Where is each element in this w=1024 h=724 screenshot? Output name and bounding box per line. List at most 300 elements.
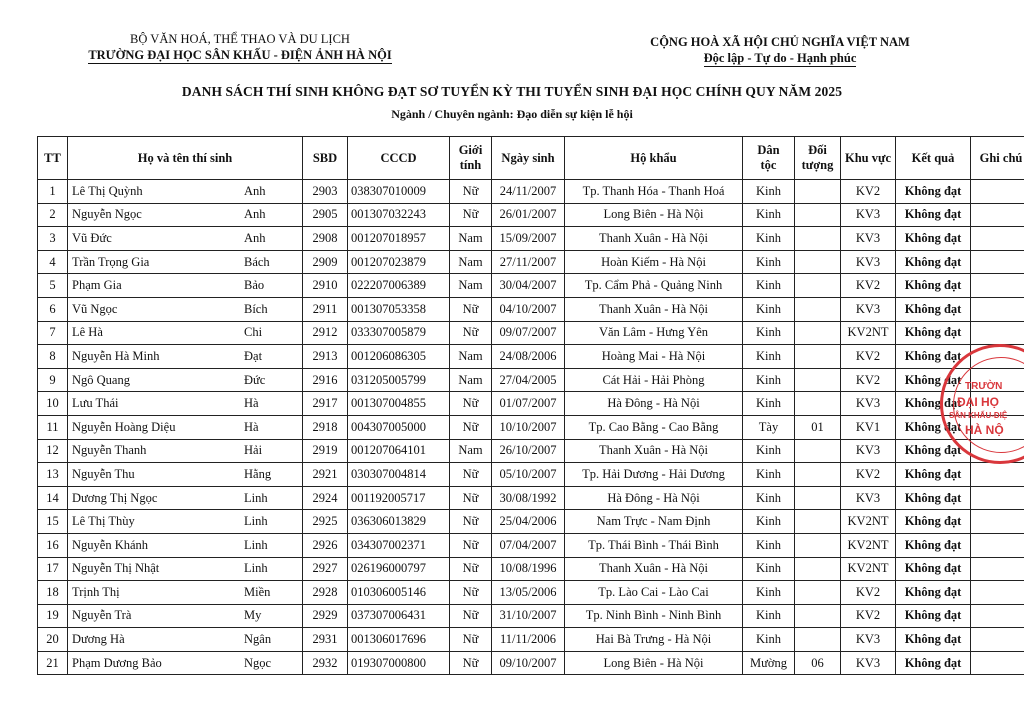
given-name: Linh [244,537,268,552]
cell-sbd: 2903 [303,180,348,204]
cell-ethnic: Kinh [743,368,795,392]
cell-address: Thanh Xuân - Hà Nội [565,227,743,251]
cell-address: Hoàng Mai - Hà Nội [565,345,743,369]
cell-dob: 09/07/2007 [492,321,565,345]
cell-target [795,463,841,487]
cell-name [68,463,303,487]
cell-region: KV2 [841,604,896,628]
cell-dob: 27/04/2005 [492,368,565,392]
cell-name [68,297,303,321]
cell-ethnic: Kinh [743,227,795,251]
cell-name [68,203,303,227]
cell-result: Không đạt [896,227,971,251]
cell-cccd: 001306017696 [348,628,450,652]
cell-cccd: 034307002371 [348,533,450,557]
cell-address: Tp. Lào Cai - Lào Cai [565,581,743,605]
cell-tt: 3 [38,227,68,251]
cell-name [68,368,303,392]
seal-text: TRƯỜN [965,381,1003,392]
surname: Vũ Ngọc [72,301,118,316]
cell-name [68,274,303,298]
cell-address: Tp. Thanh Hóa - Thanh Hoá [565,180,743,204]
cell-region: KV3 [841,651,896,675]
cell-target [795,557,841,581]
given-name: Anh [244,230,266,245]
table-row [38,557,1024,581]
cell-ethnic: Kinh [743,628,795,652]
cell-note [971,321,1024,345]
cell-region: KV2NT [841,533,896,557]
surname: Lưu Thái [72,396,119,411]
surname: Dương Thị Ngọc [72,490,158,505]
surname: Phạm Dương Bảo [72,655,162,670]
given-name: Bích [244,301,268,316]
cell-note [971,463,1024,487]
given-name: Đức [244,372,266,387]
surname: Trịnh Thị [72,584,120,599]
cell-address: Thanh Xuân - Hà Nội [565,439,743,463]
surname: Dương Hà [72,632,125,647]
cell-target [795,321,841,345]
cell-ethnic: Kinh [743,321,795,345]
cell-gender: Nam [450,345,492,369]
cell-result: Không đạt [896,180,971,204]
cell-cccd: 037307006431 [348,604,450,628]
cell-sbd: 2927 [303,557,348,581]
table-row [38,651,1024,675]
cell-address: Thanh Xuân - Hà Nội [565,297,743,321]
cell-sbd: 2916 [303,368,348,392]
cell-ethnic: Kinh [743,392,795,416]
table-row [38,321,1024,345]
col-dob: Ngày sinh [492,137,565,180]
table-row [38,297,1024,321]
cell-sbd: 2925 [303,510,348,534]
cell-result: Không đạt [896,463,971,487]
cell-tt: 15 [38,510,68,534]
cell-result: Không đạt [896,274,971,298]
cell-tt: 6 [38,297,68,321]
cell-ethnic: Kinh [743,203,795,227]
cell-cccd: 001207064101 [348,439,450,463]
cell-gender: Nữ [450,651,492,675]
cell-sbd: 2911 [303,297,348,321]
cell-name [68,439,303,463]
cell-tt: 21 [38,651,68,675]
cell-tt: 4 [38,250,68,274]
cell-address: Tp. Hải Dương - Hải Dương [565,463,743,487]
cell-gender: Nữ [450,581,492,605]
seal-text: HÀ NỘ [965,423,1004,437]
cell-note [971,180,1024,204]
surname: Phạm Gia [72,278,122,293]
cell-result: Không đạt [896,628,971,652]
cell-dob: 27/11/2007 [492,250,565,274]
cell-gender: Nữ [450,510,492,534]
table-header-row [38,137,1024,180]
cell-result: Không đạt [896,651,971,675]
col-tt: TT [38,137,68,180]
cell-name [68,227,303,251]
table-row [38,439,1024,463]
cell-result: Không đạt [896,368,971,392]
cell-ethnic: Kinh [743,345,795,369]
cell-cccd: 010306005146 [348,581,450,605]
cell-target [795,227,841,251]
cell-region: KV3 [841,203,896,227]
cell-gender: Nữ [450,180,492,204]
cell-target [795,510,841,534]
cell-dob: 13/05/2006 [492,581,565,605]
table-row [38,345,1024,369]
cell-gender: Nữ [450,203,492,227]
cell-result: Không đạt [896,533,971,557]
surname: Nguyễn Ngọc [72,207,142,222]
cell-gender: Nữ [450,463,492,487]
cell-tt: 7 [38,321,68,345]
cell-sbd: 2909 [303,250,348,274]
cell-sbd: 2929 [303,604,348,628]
col-address: Hộ khẩu [565,137,743,180]
header-right [630,34,930,67]
cell-ethnic: Kinh [743,297,795,321]
cell-target [795,604,841,628]
cell-sbd: 2928 [303,581,348,605]
cell-ethnic: Kinh [743,180,795,204]
ministry-name: BỘ VĂN HOÁ, THỂ THAO VÀ DU LỊCH [130,32,350,46]
col-cccd: CCCD [348,137,450,180]
cell-sbd: 2910 [303,274,348,298]
cell-cccd: 004307005000 [348,415,450,439]
col-gender: Giới tính [450,137,492,180]
cell-target [795,486,841,510]
given-name: Hà [244,419,259,434]
cell-ethnic: Kinh [743,604,795,628]
cell-region: KV1 [841,415,896,439]
cell-region: KV2 [841,463,896,487]
cell-gender: Nữ [450,557,492,581]
cell-cccd: 001307053358 [348,297,450,321]
cell-target [795,439,841,463]
cell-tt: 11 [38,415,68,439]
cell-gender: Nữ [450,297,492,321]
cell-tt: 5 [38,274,68,298]
cell-sbd: 2921 [303,463,348,487]
given-name: Ngọc [244,655,272,670]
cell-cccd: 001307004855 [348,392,450,416]
cell-tt: 8 [38,345,68,369]
cell-name [68,486,303,510]
surname: Ngô Quang [72,372,130,387]
cell-region: KV3 [841,486,896,510]
given-name: Hải [244,443,263,458]
given-name: Anh [244,207,266,222]
cell-target [795,392,841,416]
cell-tt: 9 [38,368,68,392]
col-target: Đối tượng [795,137,841,180]
cell-note [971,510,1024,534]
cell-dob: 04/10/2007 [492,297,565,321]
cell-address: Long Biên - Hà Nội [565,651,743,675]
cell-result: Không đạt [896,581,971,605]
cell-cccd: 001307032243 [348,203,450,227]
surname: Nguyễn Thu [72,466,135,481]
cell-cccd: 022207006389 [348,274,450,298]
cell-dob: 26/01/2007 [492,203,565,227]
cell-target [795,203,841,227]
cell-note [971,557,1024,581]
cell-cccd: 001207018957 [348,227,450,251]
cell-target [795,274,841,298]
table-row [38,581,1024,605]
table-row [38,486,1024,510]
cell-dob: 11/11/2006 [492,628,565,652]
cell-address: Hoàn Kiếm - Hà Nội [565,250,743,274]
cell-cccd: 030307004814 [348,463,450,487]
table-row [38,463,1024,487]
cell-dob: 15/09/2007 [492,227,565,251]
cell-target [795,250,841,274]
cell-note [971,628,1024,652]
cell-dob: 01/07/2007 [492,392,565,416]
cell-note [971,250,1024,274]
cell-result: Không đạt [896,392,971,416]
cell-result: Không đạt [896,439,971,463]
cell-dob: 30/04/2007 [492,274,565,298]
cell-name [68,392,303,416]
cell-dob: 24/11/2007 [492,180,565,204]
table-row [38,415,1024,439]
cell-gender: Nữ [450,604,492,628]
cell-gender: Nữ [450,392,492,416]
document-subtitle: Ngành / Chuyên ngành: Đạo diễn sự kiện lễ hội [391,107,633,121]
cell-cccd: 031205005799 [348,368,450,392]
cell-target [795,581,841,605]
surname: Vũ Đức [72,230,112,245]
col-region: Khu vực [841,137,896,180]
cell-name [68,321,303,345]
cell-region: KV2 [841,180,896,204]
cell-dob: 09/10/2007 [492,651,565,675]
cell-tt: 10 [38,392,68,416]
cell-name [68,510,303,534]
cell-tt: 17 [38,557,68,581]
cell-gender: Nam [450,227,492,251]
cell-address: Tp. Cẩm Phả - Quảng Ninh [565,274,743,298]
cell-tt: 2 [38,203,68,227]
table-row [38,510,1024,534]
table-row [38,227,1024,251]
cell-sbd: 2924 [303,486,348,510]
table-row [38,604,1024,628]
cell-dob: 10/08/1996 [492,557,565,581]
surname: Nguyễn Khánh [72,537,149,552]
cell-ethnic: Tày [743,415,795,439]
cell-result: Không đạt [896,321,971,345]
col-sbd: SBD [303,137,348,180]
cell-dob: 10/10/2007 [492,415,565,439]
cell-sbd: 2931 [303,628,348,652]
cell-gender: Nam [450,439,492,463]
cell-name [68,557,303,581]
cell-address: Hai Bà Trưng - Hà Nội [565,628,743,652]
table-row [38,203,1024,227]
cell-ethnic: Kinh [743,533,795,557]
cell-gender: Nữ [450,321,492,345]
given-name: Linh [244,561,268,576]
cell-dob: 30/08/1992 [492,486,565,510]
cell-sbd: 2932 [303,651,348,675]
cell-result: Không đạt [896,250,971,274]
cell-result: Không đạt [896,510,971,534]
cell-region: KV3 [841,297,896,321]
cell-region: KV2 [841,274,896,298]
cell-name [68,628,303,652]
cell-cccd: 033307005879 [348,321,450,345]
cell-dob: 07/04/2007 [492,533,565,557]
table-row [38,628,1024,652]
cell-sbd: 2919 [303,439,348,463]
cell-sbd: 2905 [303,203,348,227]
given-name: Bách [244,254,270,269]
document-title: DANH SÁCH THÍ SINH KHÔNG ĐẠT SƠ TUYỂN KỲ THI TUYỂN SINH ĐẠI HỌC CHÍNH QUY NĂM 2025 [181,84,843,99]
cell-ethnic: Kinh [743,250,795,274]
cell-cccd: 038307010009 [348,180,450,204]
cell-tt: 1 [38,180,68,204]
cell-target [795,368,841,392]
cell-sbd: 2917 [303,392,348,416]
seal-text: ĐẠI HỌ [957,395,999,409]
table-row [38,250,1024,274]
seal-text: SÂN KHẤU-ĐIỆ [949,411,1008,420]
cell-name [68,581,303,605]
cell-ethnic: Mường [743,651,795,675]
given-name: Anh [244,183,266,198]
col-name: Họ và tên thí sinh [68,137,303,180]
cell-note [971,533,1024,557]
cell-dob: 24/08/2006 [492,345,565,369]
cell-gender: Nữ [450,628,492,652]
cell-address: Nam Trực - Nam Định [565,510,743,534]
cell-region: KV2NT [841,510,896,534]
cell-address: Tp. Thái Bình - Thái Bình [565,533,743,557]
cell-result: Không đạt [896,604,971,628]
col-note: Ghi chú [971,137,1024,180]
cell-address: Tp. Cao Bằng - Cao Bằng [565,415,743,439]
cell-note [971,581,1024,605]
table-row [38,368,1024,392]
given-name: Linh [244,514,268,529]
surname: Trần Trọng Gia [72,254,150,269]
cell-note [971,651,1024,675]
cell-target: 06 [795,651,841,675]
given-name: Hằng [244,466,272,481]
cell-note [971,227,1024,251]
cell-cccd: 019307000800 [348,651,450,675]
cell-cccd: 026196000797 [348,557,450,581]
surname: Lê Thị Quỳnh [72,183,143,198]
cell-name [68,604,303,628]
cell-name [68,651,303,675]
cell-cccd: 001207023879 [348,250,450,274]
cell-address: Hà Đông - Hà Nội [565,486,743,510]
cell-ethnic: Kinh [743,463,795,487]
cell-note [971,297,1024,321]
cell-cccd: 001206086305 [348,345,450,369]
cell-gender: Nam [450,368,492,392]
cell-dob: 31/10/2007 [492,604,565,628]
cell-region: KV3 [841,250,896,274]
given-name: Bảo [244,278,265,293]
table-row [38,533,1024,557]
cell-tt: 20 [38,628,68,652]
cell-dob: 26/10/2007 [492,439,565,463]
cell-target [795,533,841,557]
cell-target [795,297,841,321]
cell-note [971,203,1024,227]
cell-name [68,533,303,557]
cell-tt: 16 [38,533,68,557]
cell-address: Cát Hải - Hải Phòng [565,368,743,392]
cell-tt: 13 [38,463,68,487]
candidate-table [37,136,1024,675]
table-body [38,180,1024,675]
cell-region: KV2NT [841,557,896,581]
col-ethnic: Dân tộc [743,137,795,180]
cell-ethnic: Kinh [743,510,795,534]
cell-name [68,250,303,274]
cell-result: Không đạt [896,345,971,369]
cell-result: Không đạt [896,297,971,321]
cell-note [971,486,1024,510]
surname: Nguyễn Hà Minh [72,348,160,363]
cell-tt: 12 [38,439,68,463]
cell-cccd: 001192005717 [348,486,450,510]
cell-sbd: 2912 [303,321,348,345]
cell-note [971,604,1024,628]
surname: Lê Thị Thùy [72,514,135,529]
given-name: My [244,608,262,623]
cell-region: KV3 [841,439,896,463]
cell-target: 01 [795,415,841,439]
surname: Nguyễn Thị Nhật [72,561,160,576]
surname: Nguyễn Thanh [72,443,147,458]
table-row [38,392,1024,416]
cell-address: Long Biên - Hà Nội [565,203,743,227]
given-name: Ngân [244,632,272,647]
given-name: Đạt [244,348,263,363]
cell-gender: Nữ [450,415,492,439]
cell-gender: Nam [450,250,492,274]
cell-address: Thanh Xuân - Hà Nội [565,557,743,581]
col-result: Kết quả [896,137,971,180]
table-row [38,274,1024,298]
cell-ethnic: Kinh [743,439,795,463]
cell-result: Không đạt [896,486,971,510]
given-name: Miền [244,584,271,599]
cell-sbd: 2926 [303,533,348,557]
republic-name: CỘNG HOÀ XÃ HỘI CHỦ NGHĨA VIỆT NAM [650,35,910,49]
cell-gender: Nữ [450,533,492,557]
cell-name [68,180,303,204]
cell-name [68,345,303,369]
cell-note [971,274,1024,298]
cell-tt: 14 [38,486,68,510]
cell-tt: 18 [38,581,68,605]
cell-sbd: 2918 [303,415,348,439]
cell-target [795,180,841,204]
cell-dob: 25/04/2006 [492,510,565,534]
